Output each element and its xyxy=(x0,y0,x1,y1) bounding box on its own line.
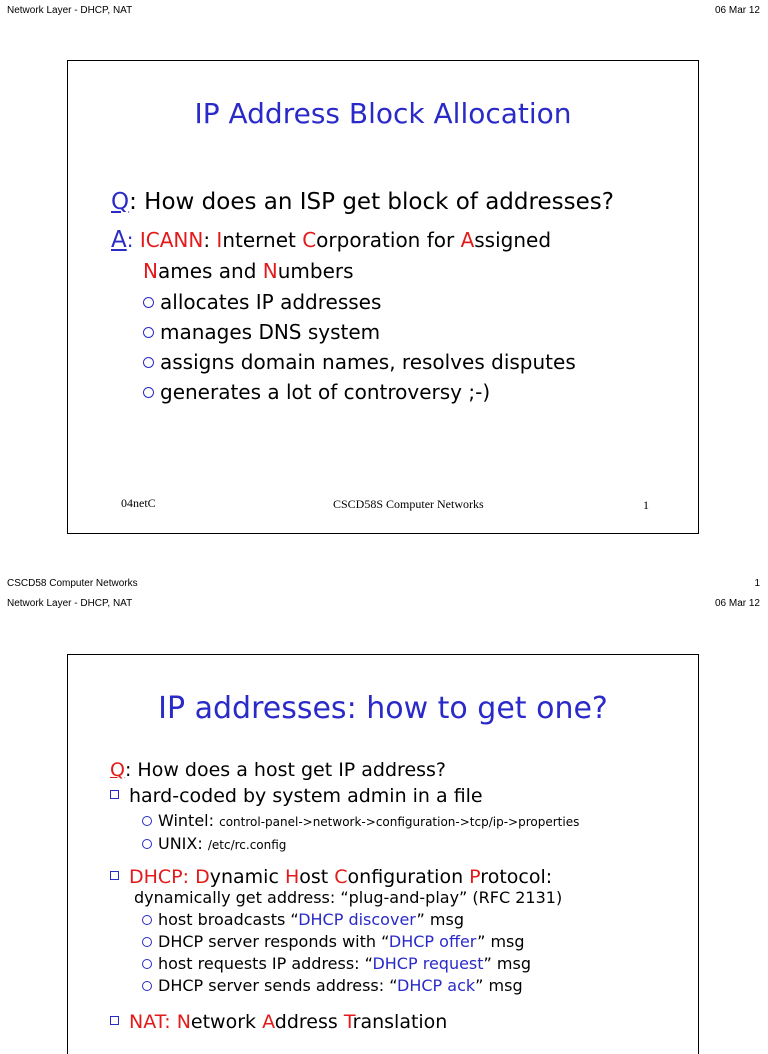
q-text: : How does an ISP get block of addresses? xyxy=(129,189,614,215)
page-header-left: Network Layer - DHCP, NAT xyxy=(7,5,133,16)
circle-bullet-icon xyxy=(142,816,152,826)
sub-item-text: ” msg xyxy=(475,976,523,995)
acronym-letter: C xyxy=(302,228,317,252)
list-item-text: hard-coded by system admin in a file xyxy=(129,785,483,807)
answer-line xyxy=(111,227,551,253)
word-part: rotocol xyxy=(480,866,546,888)
acronym-letter: N xyxy=(143,259,158,283)
word-part: orporation for xyxy=(316,228,461,252)
sub-item-path: control-panel->network->configuration->tcp/ip->properties xyxy=(219,815,580,829)
sub-item-text: DHCP server responds with “ xyxy=(158,932,389,951)
nat-term: NAT: xyxy=(129,1011,177,1033)
sub-item-text: ” msg xyxy=(483,954,531,973)
circle-bullet-icon xyxy=(142,959,152,969)
sub-item-path: /etc/rc.config xyxy=(207,838,287,852)
list-item xyxy=(143,380,490,404)
circle-bullet-icon xyxy=(142,981,152,991)
sub-item xyxy=(142,976,523,995)
list-item xyxy=(110,785,483,807)
square-bullet-icon xyxy=(110,871,119,880)
q-label: Q xyxy=(111,189,130,215)
list-item xyxy=(110,866,552,888)
slide-1 xyxy=(67,60,699,534)
colon: : xyxy=(203,228,217,252)
acronym-letter: T xyxy=(343,1011,353,1033)
word-part: etwork xyxy=(190,1011,263,1033)
dhcp-message-name: DHCP discover xyxy=(298,910,417,929)
word-part: nternet xyxy=(222,228,303,252)
dhcp-term: DHCP: xyxy=(129,866,196,888)
word-part: ynamic xyxy=(209,866,285,888)
sub-item-text: DHCP server sends address: “ xyxy=(158,976,398,995)
page-header-date: 06 Mar 12 xyxy=(714,5,760,16)
list-item xyxy=(110,1011,447,1033)
sub-item-text: ” msg xyxy=(416,910,464,929)
a-colon: : xyxy=(126,228,140,252)
list-item xyxy=(143,290,381,314)
list-item-text: allocates IP addresses xyxy=(160,290,382,314)
dhcp-description: dynamically get address: “plug-and-play” (RFC 2131) xyxy=(134,888,563,907)
page-footer-number: 1 xyxy=(754,578,760,589)
sub-item xyxy=(142,932,525,951)
sub-item-label: Wintel: xyxy=(158,811,220,830)
circle-bullet-icon xyxy=(143,357,154,368)
question-line xyxy=(111,189,614,215)
sub-item-text: ” msg xyxy=(477,932,525,951)
page-footer-left: CSCD58 Computer Networks xyxy=(7,578,138,589)
word-part: onfiguration xyxy=(347,866,470,888)
icann-term: ICANN xyxy=(139,228,204,252)
circle-bullet-icon xyxy=(143,387,154,398)
sub-item xyxy=(142,910,464,929)
circle-bullet-icon xyxy=(142,937,152,947)
acronym-letter: P xyxy=(469,866,481,888)
acronym-letter: N xyxy=(176,1011,191,1033)
acronym-letter: I xyxy=(216,228,223,252)
acronym-letter: C xyxy=(334,866,348,888)
slide-title: IP addresses: how to get one? xyxy=(158,691,608,726)
slide-title: IP Address Block Allocation xyxy=(194,97,572,130)
page-header-left: Network Layer - DHCP, NAT xyxy=(7,598,133,609)
word-part: ames and xyxy=(157,259,263,283)
slide-footer-page: 1 xyxy=(643,498,649,512)
answer-line-2 xyxy=(143,259,354,283)
question-line xyxy=(110,759,446,781)
dhcp-message-name: DHCP ack xyxy=(397,976,476,995)
acronym-letter: D xyxy=(195,866,210,888)
list-item-text: manages DNS system xyxy=(160,320,381,344)
slide-footer-center: CSCD58S Computer Networks xyxy=(333,497,484,511)
square-bullet-icon xyxy=(110,790,119,799)
circle-bullet-icon xyxy=(142,915,152,925)
q-label: Q xyxy=(110,759,125,781)
word-part: umbers xyxy=(277,259,354,283)
word-part: ost xyxy=(299,866,335,888)
page-header-date: 06 Mar 12 xyxy=(714,598,760,609)
dhcp-message-name: DHCP request xyxy=(372,954,484,973)
acronym-letter: H xyxy=(284,866,300,888)
sub-item xyxy=(142,954,531,973)
sub-item xyxy=(142,811,579,830)
slide-2 xyxy=(67,654,699,1054)
list-item-text: generates a lot of controversy ;-) xyxy=(160,380,491,404)
word-part: ddress xyxy=(274,1011,344,1033)
circle-bullet-icon xyxy=(143,297,154,308)
list-item-text: assigns domain names, resolves disputes xyxy=(160,350,576,374)
list-item xyxy=(143,320,380,344)
acronym-letter: N xyxy=(262,259,278,283)
circle-bullet-icon xyxy=(143,327,154,338)
slide-footer-left: 04netC xyxy=(121,496,156,510)
a-label: A xyxy=(111,227,127,253)
list-item xyxy=(143,350,576,374)
word-part: ranslation xyxy=(352,1011,448,1033)
acronym-letter: A xyxy=(460,228,475,252)
word-part: ssigned xyxy=(474,228,552,252)
sub-item xyxy=(142,834,286,853)
sub-item-label: UNIX: xyxy=(158,834,208,853)
colon: : xyxy=(545,866,553,888)
sub-item-text: host requests IP address: “ xyxy=(158,954,373,973)
q-text: : How does a host get IP address? xyxy=(124,759,447,781)
sub-item-text: host broadcasts “ xyxy=(158,910,299,929)
circle-bullet-icon xyxy=(142,839,152,849)
acronym-letter: A xyxy=(262,1011,275,1033)
dhcp-message-name: DHCP offer xyxy=(388,932,478,951)
